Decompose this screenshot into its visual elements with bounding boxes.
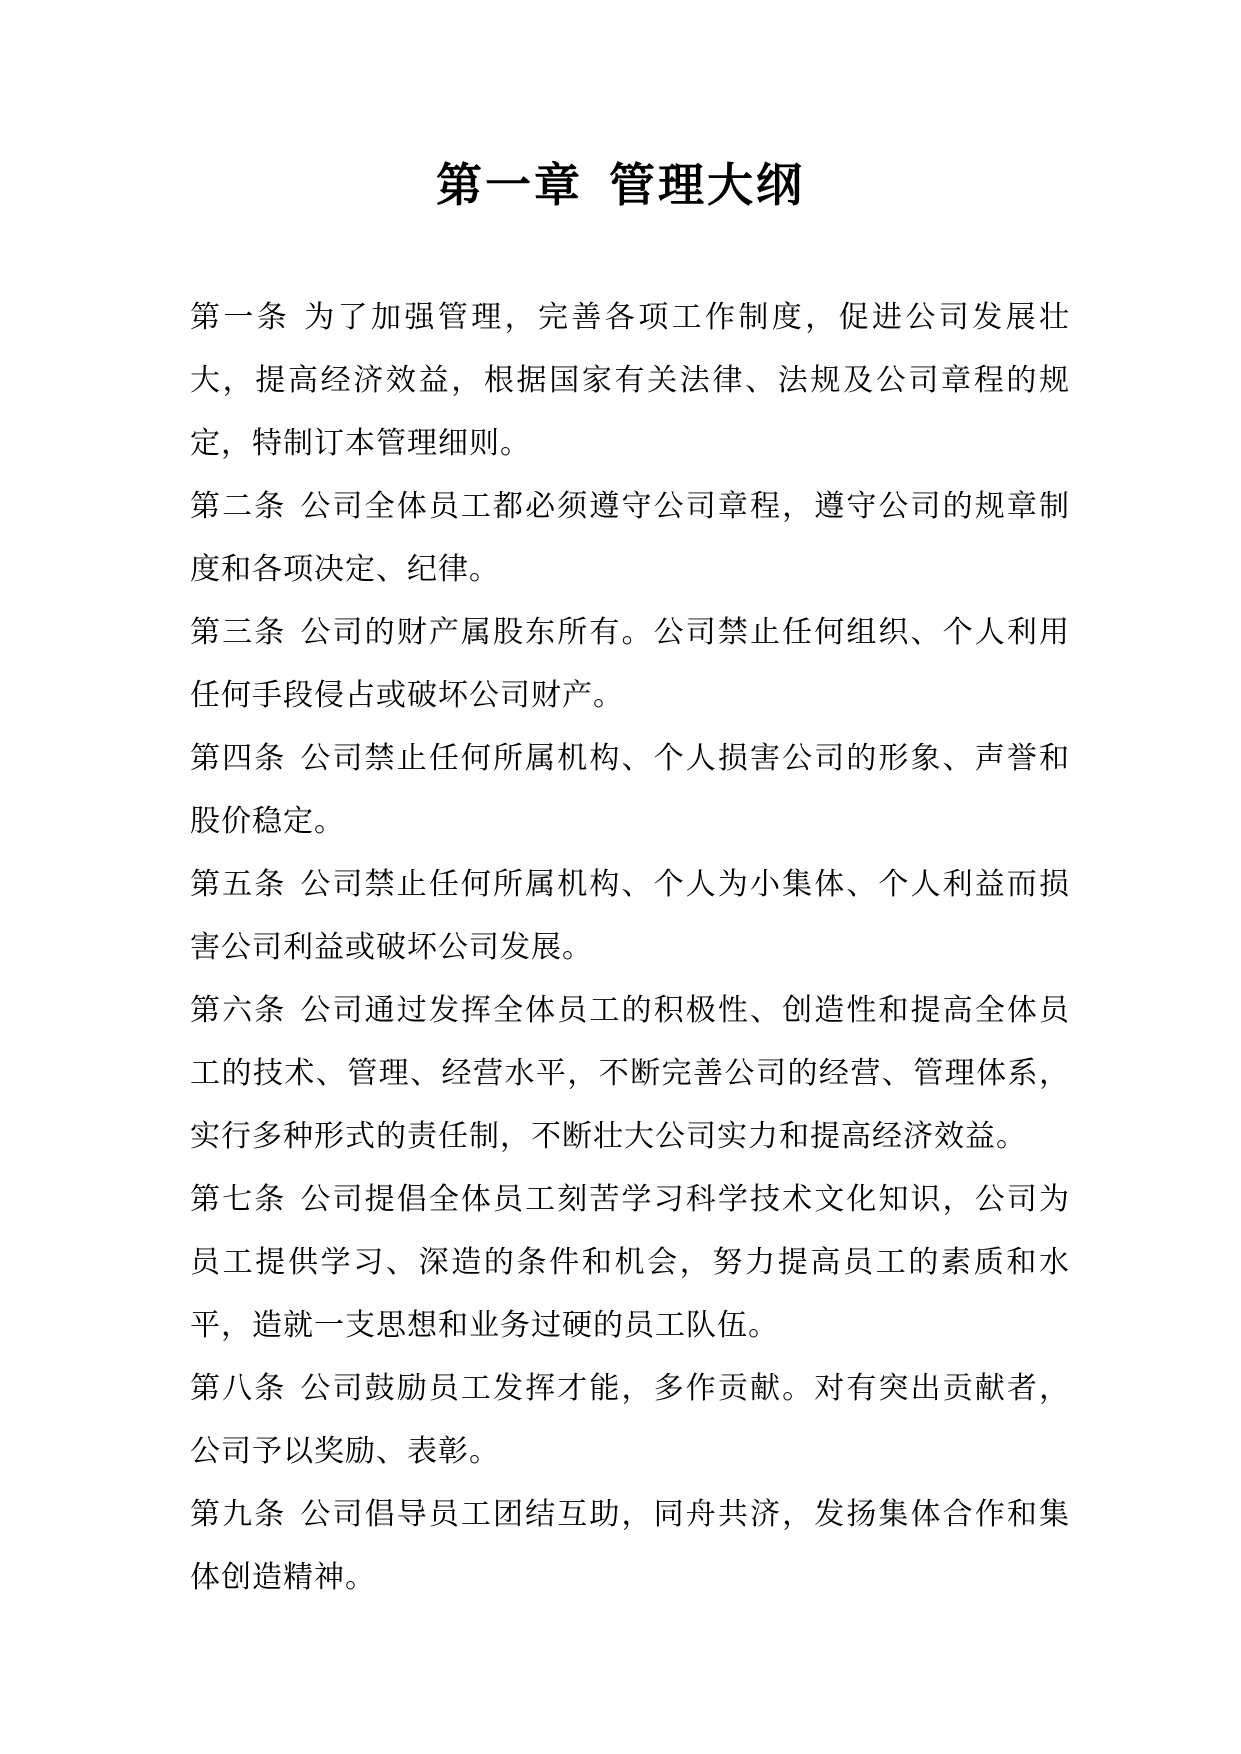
article-6: [190, 979, 1070, 1168]
article-list: [190, 286, 1070, 1609]
article-8: [190, 1357, 1070, 1483]
article-text: 公司通过发挥全体员工的积极性、创造性和提高全体员工的技术、管理、经营水平，不断完善公司的经营、管理体系，实行多种形式的责任制，不断壮大公司实力和提高经济效益。: [190, 993, 1071, 1154]
chapter-number: 第一章: [436, 158, 583, 212]
article-number: 第九条: [190, 1497, 287, 1532]
article-number: 第一条: [190, 300, 291, 335]
article-text: 公司的财产属股东所有。公司禁止任何组织、个人利用任何手段侵占或破坏公司财产。: [190, 615, 1071, 713]
article-text: 公司倡导员工团结互助，同舟共济，发扬集体合作和集体创造精神。: [190, 1497, 1071, 1595]
article-number: 第三条: [190, 615, 287, 650]
article-text: 为了加强管理，完善各项工作制度，促进公司发展壮大，提高经济效益，根据国家有关法律、法规及公司章程的规定，特制订本管理细则。: [190, 300, 1071, 461]
article-2: [190, 475, 1070, 601]
article-3: [190, 601, 1070, 727]
article-5: [190, 853, 1070, 979]
article-text: 公司禁止任何所属机构、个人为小集体、个人利益而损害公司利益或破坏公司发展。: [190, 867, 1071, 965]
article-text: 公司鼓励员工发挥才能，多作贡献。对有突出贡献者，公司予以奖励、表彰。: [190, 1371, 1071, 1469]
article-number: 第二条: [190, 489, 287, 524]
article-1: [190, 286, 1070, 475]
article-text: 公司提倡全体员工刻苦学习科学技术文化知识，公司为员工提供学习、深造的条件和机会，努力提高员工的素质和水平，造就一支思想和业务过硬的员工队伍。: [190, 1182, 1071, 1343]
article-text: 公司全体员工都必须遵守公司章程，遵守公司的规章制度和各项决定、纪律。: [190, 489, 1071, 587]
article-7: [190, 1168, 1070, 1357]
chapter-name: 管理大纲: [609, 158, 805, 212]
article-number: 第六条: [190, 993, 287, 1028]
article-number: 第四条: [190, 741, 287, 776]
chapter-title: [0, 150, 1241, 220]
article-number: 第七条: [190, 1182, 287, 1217]
article-9: [190, 1483, 1070, 1609]
article-4: [190, 727, 1070, 853]
article-number: 第八条: [190, 1371, 287, 1406]
article-number: 第五条: [190, 867, 287, 902]
article-text: 公司禁止任何所属机构、个人损害公司的形象、声誉和股价稳定。: [190, 741, 1071, 839]
